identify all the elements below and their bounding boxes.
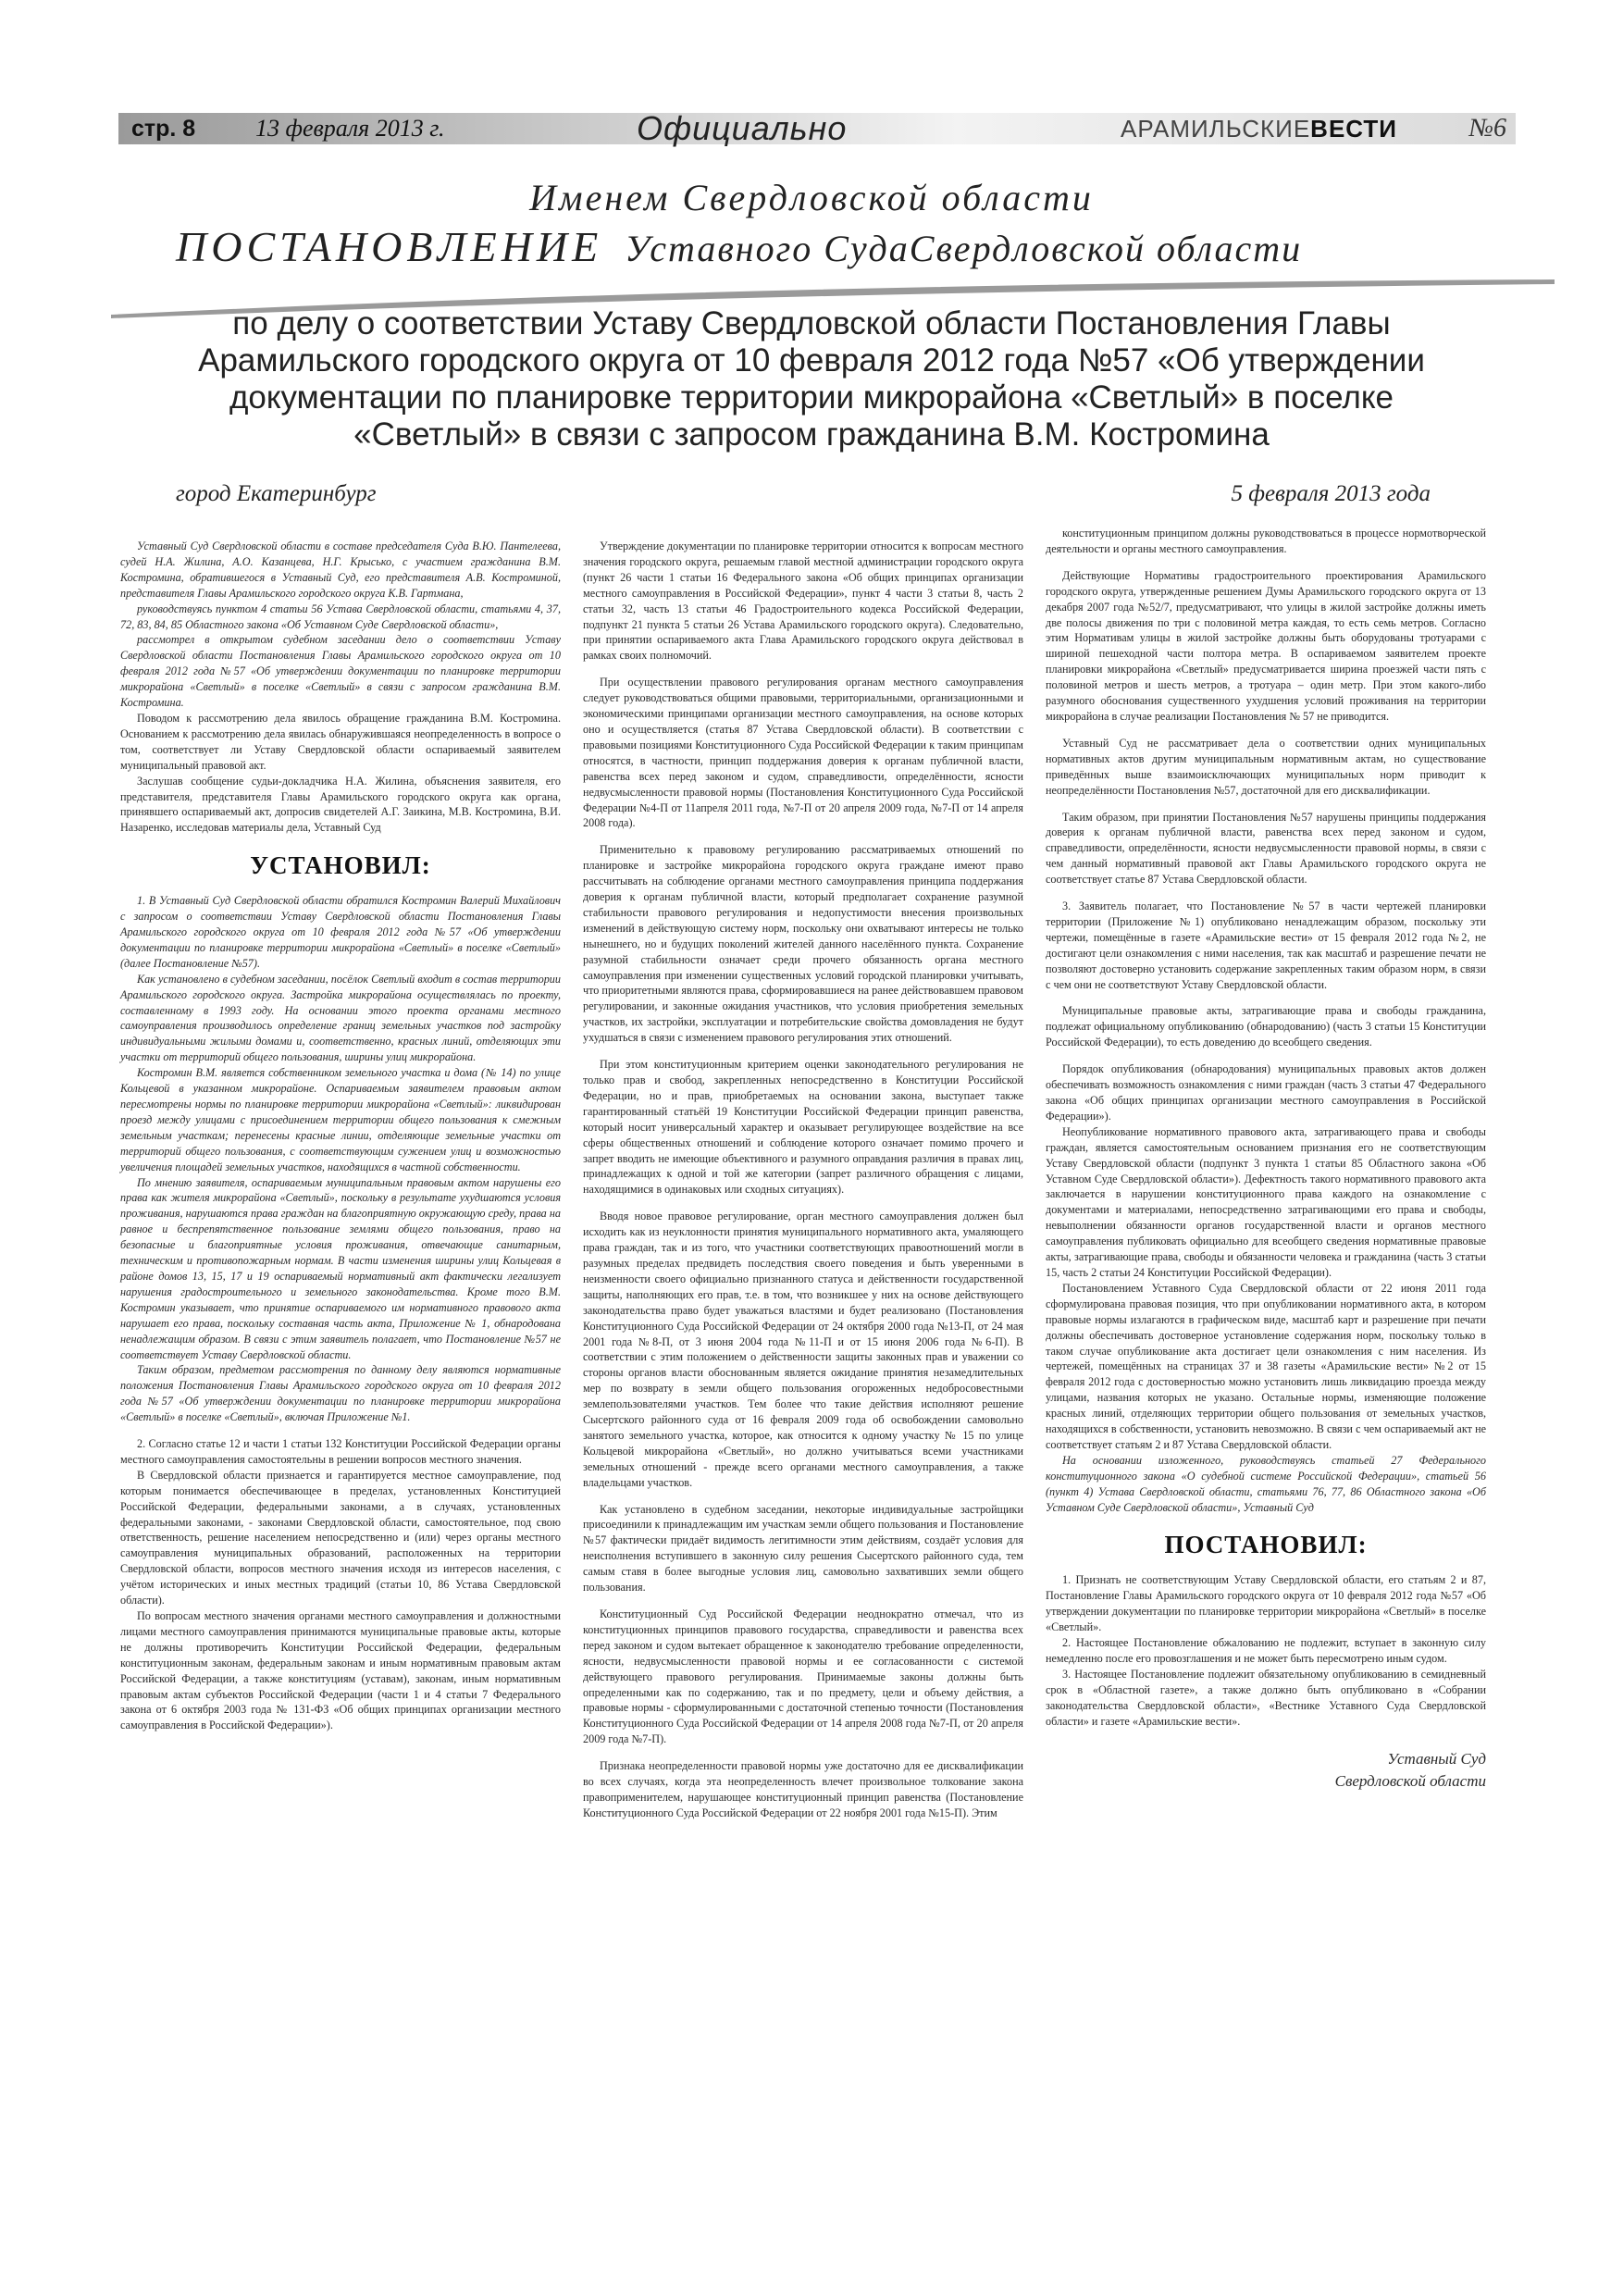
paragraph: Таким образом, предметом рассмотрения по данному делу являются нормативные положения Постановления Главы Арамильского городского округа от 10 февраля 2012 года №57 «Об утверждении документации по планировке территории микрорайона «Светлый» в поселке «Светлый», включая Приложение №1. [120, 1363, 561, 1424]
signature-line-1: Уставный Суд [1387, 1749, 1486, 1768]
signature [1046, 1748, 1486, 1793]
paragraph: 2. Согласно статье 12 и части 1 статьи 132 Конституции Российской Федерации органы местного самоуправления самостоятельны в решении вопросов местного значения. [120, 1437, 561, 1466]
paragraph: При осуществлении правового регулирования органам местного самоуправления следует руководствоваться общими правовыми, территориальными, организационными и экономическими принципами организации местного самоуправления, на основе которых оно и осуществляется (статья 87 Устава Свердловской области). В соответствии с правовыми позициями Конституционного Суда Российской Федерации к таким принципам относятся, в частности, принцип поддержания доверия к органам публичной власти, равенства всех перед законом и судом, справедливости, определённости, ясности недвусмысленности правовой нормы (Постановления Конституционного Суда Российской Федерации №4-П от 11апреля 2011 года, №7-П от 20 апреля 2009 года, №7-П от 14 апреля 2008 года). [583, 676, 1023, 830]
banner-court-name: Уставного СудаСвердловской области [625, 228, 1303, 269]
city: город Екатеринбург [176, 481, 377, 506]
heading-resolved: ПОСТАНОВИЛ: [1164, 1531, 1368, 1559]
newspaper-logo [1121, 113, 1397, 144]
issue-number: №6 [1468, 114, 1506, 143]
signature-line-2: Свердловской области [1334, 1771, 1486, 1790]
paragraph: Конституционный Суд Российской Федерации неоднократно отмечал, что из конституционных принципов правового государства, справедливости и равенства всех перед законом и судом вытекает обращенное к законодателю требование определенности, ясности, недвусмысленности правовой нормы и ее согласованности с системой действующего правового регулирования. Принимаемые законы должны быть определенными как по содержанию, так и по предмету, цели и объему действия, а правовые нормы - сформулированными с достаточной степенью точности (Постановления Конституционного Суда Российской Федерации от 14 апреля 2008 года №7-П, от 20 апреля 2009 года №7-П). [583, 1607, 1023, 1746]
banner-resolution-word: ПОСТАНОВЛЕНИЕ [176, 223, 603, 270]
page-header [118, 109, 1516, 148]
paragraph: На основании изложенного, руководствуясь статьей 27 Федерального конституционного закона «О судебной системе Российской Федерации», статьей 56 (пункт 4) Устава Свердловской области, статьями 76, 77, 86 Областного закона «Об Уставном Суде Свердловской области», Уставный Суд [1046, 1453, 1486, 1514]
paragraph: Как установлено в судебном заседании, посёлок Светлый входит в состав территории Арамильского городского округа. Застройка микрорайона осуществлялась по проекту, составленному в 1993 году. На основании этого проекта органами местного самоуправления производилось определение границ земельных участков под застройку индивидуальными жилыми домами и, соответственно, красных линий, отделяющих эти участки от территорий общего пользования, ширины улиц микрорайона. [120, 972, 561, 1064]
paragraph: 2. Настоящее Постановление обжалованию не подлежит, вступает в законную силу немедленно после его провозглашения и не может быть пересмотрено иным судом. [1046, 1636, 1486, 1665]
case-subtitle: по делу о соответствии Уставу Свердловской области Постановления Главы Арамильского городского округа от 10 февраля 2012 года №57 «Об утверждении документации по планировке территории микрорайона «Светлый» в поселке «Светлый» в связи с запросом гражданина В.М. Костромина [198, 305, 1425, 453]
logo-part-2: ВЕСТИ [1310, 115, 1397, 143]
paragraph: По мнению заявителя, оспариваемым муниципальным правовым актом нарушены его права как жителя микрорайона «Светлый», поскольку в результате ухудшаются условия проживания, нарушаются права граждан на благоприятную окружающую среду, права на равное и беспрепятственное пользование землями общего пользования, право на безопасные и благоприятные условия проживания, отвечающие санитарным, техническим и противопожарным нормам. В части изменения ширины улиц Кольцевая в районе домов 13, 15, 17 и 19 оспариваемый нормативный акт фактически легализует нарушения градостроительного и земельного законодательства. Кроме того В.М. Костромин указывает, что принятие оспариваемого им нормативного правового акта нарушает его права, поскольку составная часть акта, Приложение № 1, обнародована ненадлежащим образом. В связи с этим заявитель полагает, что Постановление №57 не соответствует Уставу Свердловской области. [120, 1175, 561, 1361]
section-title: Официально [637, 109, 848, 147]
heading-established: УСТАНОВИЛ: [250, 851, 431, 880]
paragraph: рассмотрел в открытом судебном заседании дело о соответствии Уставу Свердловской области Постановления Главы Арамильского городского округа от 10 февраля 2012 года №57 «Об утверждении документации по планировке территории микрорайона «Светлый» в поселке «Светлый» в связи с запросом гражданина В.М. Костромина. [120, 633, 561, 710]
paragraph: Как установлено в судебном заседании, некоторые индивидуальные застройщики присоединили к принадлежащим им участкам земли общего пользования и Постановление №57 фактически придаёт видимость легитимности этим действиям, создаёт условия для неисполнения вступившего в законную силу решения Сысертского районного суда, тем самым ставя в более выгодные условия лиц, самовольно захвативших земли общего пользования. [583, 1502, 1023, 1595]
paragraph: Утверждение документации по планировке территории относится к вопросам местного значения городского округа, решаемым главой местной администрации городского округа (пункт 26 части 1 статьи 16 Федерального закона «Об общих принципах организации местного самоуправления в Российской Федерации», пункт 4 части 3 статьи 8, часть 2 статьи 32, часть 13 статьи 46 Градостроительного кодекса Российской Федерации, подпункт 21 пункта 5 статьи 26 Устава Арамильского городского округа). Следовательно, при принятии оспариваемого акта Глава Арамильского городского округа действовал в рамках своих полномочий. [583, 540, 1023, 663]
paragraph: Постановлением Уставного Суда Свердловской области от 22 июня 2011 года сформулирована правовая позиция, что при опубликовании нормативного акта, в котором правовые нормы излагаются в графическом виде, масштаб карт и разрешение при печати должны обеспечивать достоверное установление содержания норм, поскольку только в таком случае опубликование акта достигает цели ознакомления с ним населения. Из чертежей, помещённых на страницах 37 и 38 газеты «Арамильские вести» №2 от 15 февраля 2012 года с достоверностью можно установить лишь ликвидацию проезда между улицами, названия которых не указано. Остальные нормы, изменяющие положение красных линий, отделяющих территории общего пользования от земельных участков, находящихся в собственности, установить невозможно. В связи с чем оспариваемый акт не соответствует статьям 2 и 87 Устава Свердловской области. [1046, 1281, 1486, 1451]
paragraph: Вводя новое правовое регулирование, орган местного самоуправления должен был исходить как из неуклонности принятия муниципального нормативного акта, умаляющего права граждан, так и из того, что участники соответствующих правоотношений могли в разумных пределах предвидеть последствия своего поведения и быть уверенными в неизменности своего официально признанного статуса и действенности государственной защиты, наполняющих его прав, т.е. в том, что возникшее у них на основе действующего законодательства право будет уважаться властями и будет реализовано (Постановления Конституционного Суда Российской Федерации от 24 октября 2000 года №13-П, от 24 мая 2001 года №8-П, от 3 июня 2004 года №11-П и от 15 июня 2006 года №6-П). В соответствии с этим положением о действенности защиты законных прав и уважении со стороны органов власти обоснованным является ожидание принятия незамедлительных мер по возврату в земли общего пользования огороженных недобросовестными землепользователями участков. Тем более что такие действия исполняют решение Сысертского районного суда от 16 февраля 2009 года об освобождении самовольно занятого земельного участка, которое, как относится к одному участку № 15 по улице Кольцевой микрорайона «Светлый», но должно учитываться всеми участниками земельных отношений - прежде всего органами местного самоуправления, а также владельцами участков. [583, 1210, 1023, 1489]
paragraph: Поводом к рассмотрению дела явилось обращение гражданина В.М. Костромина. Основанием к рассмотрению дела явилась обнаружившаяся неопределенность в вопросе о том, соответствует ли Уставу Свердловской области оспариваемый заявителем муниципальный правовой акт. [120, 711, 561, 772]
issue-date: 13 февраля 2013 г. [255, 115, 445, 142]
column-2 [583, 539, 1023, 1821]
paragraph: Муниципальные правовые акты, затрагивающие права и свободы гражданина, подлежат официальному опубликованию (обнародованию) (часть 3 статьи 15 Конституции Российской Федерации), то есть доведению до всеобщего сведения. [1046, 1004, 1486, 1049]
paragraph: 3. Настоящее Постановление подлежит обязательному опубликованию в семидневный срок в «Областной газете», а также должно быть опубликовано в «Собрании законодательства Свердловской области», «Вестнике Уставного Суда Свердловской области» и газете «Арамильские вести». [1046, 1667, 1486, 1728]
logo-part-1: АРАМИЛЬСКИЕ [1121, 115, 1311, 143]
page-number: стр. 8 [131, 116, 196, 142]
column-3 [1046, 526, 1486, 1793]
paragraph: Костромин В.М. является собственником земельного участка и дома (№ 14) по улице Кольцевой в указанном микрорайоне. Оспариваемым заявителем правовым актом пересмотрены нормы по планировке территории микрорайона «Светлый»: ликвидирован проезд между улицами с присоединением территории общего пользования к смежным земельным участкам; перенесены красные линии, отделяющие земельные участки от территорий общего пользования, с соответствующим сужением улиц и возможностью увеличения площадей земельных участков, находящихся в частной собственности. [120, 1066, 561, 1173]
paragraph: Заслушав сообщение судьи-докладчика Н.А. Жилина, объяснения заявителя, его представителя, представителя Главы Арамильского городского округа как органа, принявшего оспариваемый акт, допросив свидетелей А.Г. Заикина, М.В. Костромина, В.И. Назаренко, исследовав материалы дела, Уставный Суд [120, 774, 561, 835]
decision-date: 5 февраля 2013 года [1231, 481, 1431, 506]
paragraph: Признака неопределенности правовой нормы уже достаточно для ее дисквалификации во всех случаях, когда эта неопределенность влечет произвольное толкование закона правоприменителем, нарушающее конституционный принцип равенства (Постановление Конституционного Суда Российской Федерации от 22 ноября 2001 года №15-П). Этим [583, 1759, 1023, 1819]
paragraph: 3. Заявитель полагает, что Постановление №57 в части чертежей планировки территории (Приложение №1) опубликовано ненадлежащим образом, поскольку эти чертежи, помещённые в газете «Арамильские вести» от 15 февраля 2012 года №2, не достигают цели ознакомления с ними населения, так как масштаб и разрешение печати не позволяют достоверно установить содержание закрепленных таким образом норм, в связи с чем они не соответствуют Уставу Свердловской области. [1046, 900, 1486, 991]
paragraph: конституционным принципом должны руководствоваться в процессе нормотворческой деятельности и органы местного самоуправления. [1046, 527, 1486, 555]
paragraph: Применительно к правовому регулированию рассматриваемых отношений по планировке и застройке микрорайона городского округа граждане имеют право рассчитывать на соблюдение органами местного самоуправления принципа поддержания доверия к органам публичной власти, который предполагает сохранение разумной стабильности правового регулирования и недопустимости внесения произвольных изменений в действующую систему норм, поскольку они охватывают интересы не только нынешнего, но и будущих поколений жителей данного населённого пункта. Сохранение разумной стабильности означает среди прочего обязанность органа местного самоуправления при изменении существенных условий городской планировки учитывать, что приоритетными являются права, сформировавшиеся на ранее действовавшем правовом регулировании, и законные ожидания участников, что условия приобретения земельных участков, их застройки, эксплуатации и потребительские свойства домовладения не будут ухудшаться в связи с изменением правового регулирования этих отношений. [583, 843, 1023, 1045]
paragraph: По вопросам местного значения органами местного самоуправления и должностными лицами местного самоуправления принимаются муниципальные правовые акты, которые не должны противоречить Конституции Российской Федерации, федеральным конституционным законам, федеральным законам и иным нормативным правовым актам Российской Федерации, а также конституциям (уставам), законам, иным нормативным правовым актам субъектов Российской Федерации (части 1 и 4 статьи 7 Федерального закона от 6 октября 2003 года № 131-ФЗ «Об общих принципах организации местного самоуправления в Российской Федерации»). [120, 1609, 561, 1732]
paragraph: При этом конституционным критерием оценки законодательного регулирования не только прав и свобод, закрепленных непосредственно в Конституции Российской Федерации, но и прав, приобретаемых на основании закона, выступает также гарантированный статьёй 19 Конституции Российской Федерации принцип равенства, который носит универсальный характер и оказывает регулирующее воздействие на все сферы общественных отношений и соблюдение которого означает помимо прочего и запрет вводить не имеющие объективного и разумного оправдания различия в правах лиц, принадлежащих к одной и той же категории (запрет различного обращения с лицами, находящимися в одинаковых или сходных ситуациях). [583, 1058, 1023, 1197]
paragraph: Уставный Суд Свердловской области в составе председателя Суда В.Ю. Пантелеева, судей Н.А. Жилина, А.О. Казанцева, Н.Г. Крысько, с участием гражданина В.М. Костромина, обратившегося в Уставный Суд, его представителя А.В. Костроминой, представителя Главы Арамильского городского округа К.В. Гартмана, [120, 540, 561, 600]
paragraph: 1. Признать не соответствующим Уставу Свердловской области, его статьям 2 и 87, Постановление Главы Арамильского городского округа от 10 февраля 2012 года №57 «Об утверждении документации по планировке территории микрорайона «Светлый» в поселке «Светлый». [1046, 1573, 1486, 1634]
column-1 [120, 539, 561, 1733]
paragraph: 1. В Уставный Суд Свердловской области обратился Костромин Валерий Михайлович с запросом о соответствии Уставу Свердловской области Постановления Главы Арамильского городского округа от 10 февраля 2012 года №57 «Об утверждении документации по планировке территории микрорайона «Светлый» в поселке «Светлый» (далее Постановление №57). [120, 894, 561, 970]
paragraph: Порядок опубликования (обнародования) муниципальных правовых актов должен обеспечивать возможность ознакомления с ними граждан (часть 3 статьи 47 Федерального закона «Об общих принципах организации местного самоуправления в Российской Федерации»). [1046, 1062, 1486, 1123]
paragraph: руководствуясь пунктом 4 статьи 56 Устава Свердловской области, статьями 4, 37, 72, 83, 84, 85 Областного закона «Об Уставном Суде Свердловской области», [120, 602, 561, 631]
paragraph: Действующие Нормативы градостроительного проектирования Арамильского городского округа, утвержденные решением Думы Арамильского городского округа от 13 декабря 2007 года №52/7, предусматривают, что улицы в жилой застройке должны иметь две полосы движения по три с половиной метра каждая, то есть семь метров. Согласно этим Нормативам улицы в жилой застройке должны быть оборудованы тротуарами с шириной пешеходной части полтора метра. В оспариваемом заявителем проекте планировки микрорайона «Светлый» предусматривается ширина проезжей части пять с половиной метров и шесть метров, а тротуара – один метр. При этом какого-либо разумного обоснования существенного ухудшения условий проживания на территории микрорайона в случае реализации Постановления № 57 не приводится. [1046, 568, 1486, 723]
paragraph: Таким образом, при принятии Постановления №57 нарушены принципы поддержания доверия к органам публичной власти, равенства всех перед законом и судом, справедливости, определённости, ясности недвусмысленности правовой нормы, в связи с чем данный нормативный правовой акт Главы Арамильского городского округа не соответствует статье 87 Устава Свердловской области. [1046, 810, 1486, 887]
paragraph: Неопубликование нормативного правового акта, затрагивающего права и свободы граждан, является самостоятельным основанием признания его не соответствующим Уставу Свердловской области (подпункт 3 пункта 1 статьи 85 Областного закона «Об Уставном Суде Свердловской области»). Дефектность такого нормативного правового акта заключается в нарушении конституционного права каждого на ознакомление с документами и материалами, непосредственно затрагивающими его права и свободы, невыполнении обязанности органов государственной власти и органов местного самоуправления публиковать официально для всеобщего сведения нормативные правовые акты, затрагивающие права, свободы и обязанности человека и гражданина (часть 3 статьи 15, часть 2 статьи 24 Конституции Российской Федерации). [1046, 1124, 1486, 1279]
banner-name-of: Именем Свердловской области [529, 177, 1094, 218]
banner-resolution [176, 222, 1471, 271]
paragraph: В Свердловской области признается и гарантируется местное самоуправление, под которым понимается обеспечивающее в пределах, установленных Конституцией Российской Федерации, федеральными законами, а в случаях, установленных федеральными законами, - законами Свердловской области, самостоятельное, под свою ответственность, решение населением непосредственно и (или) через органы местного самоуправления муниципальных образований, расположенных на территории Свердловской области, вопросов местного значения исходя из интересов населения, с учётом исторических и иных местных традиций (статьи 10, 86 Устава Свердловской области). [120, 1468, 561, 1607]
paragraph: Уставный Суд не рассматривает дела о соответствии одних муниципальных нормативных актов другим муниципальным нормативным актам, но существование приведённых выше взаимоисключающих муниципальных норм приводит к неопределённости Постановления №57, достаточной для его дисквалификации. [1046, 736, 1486, 797]
